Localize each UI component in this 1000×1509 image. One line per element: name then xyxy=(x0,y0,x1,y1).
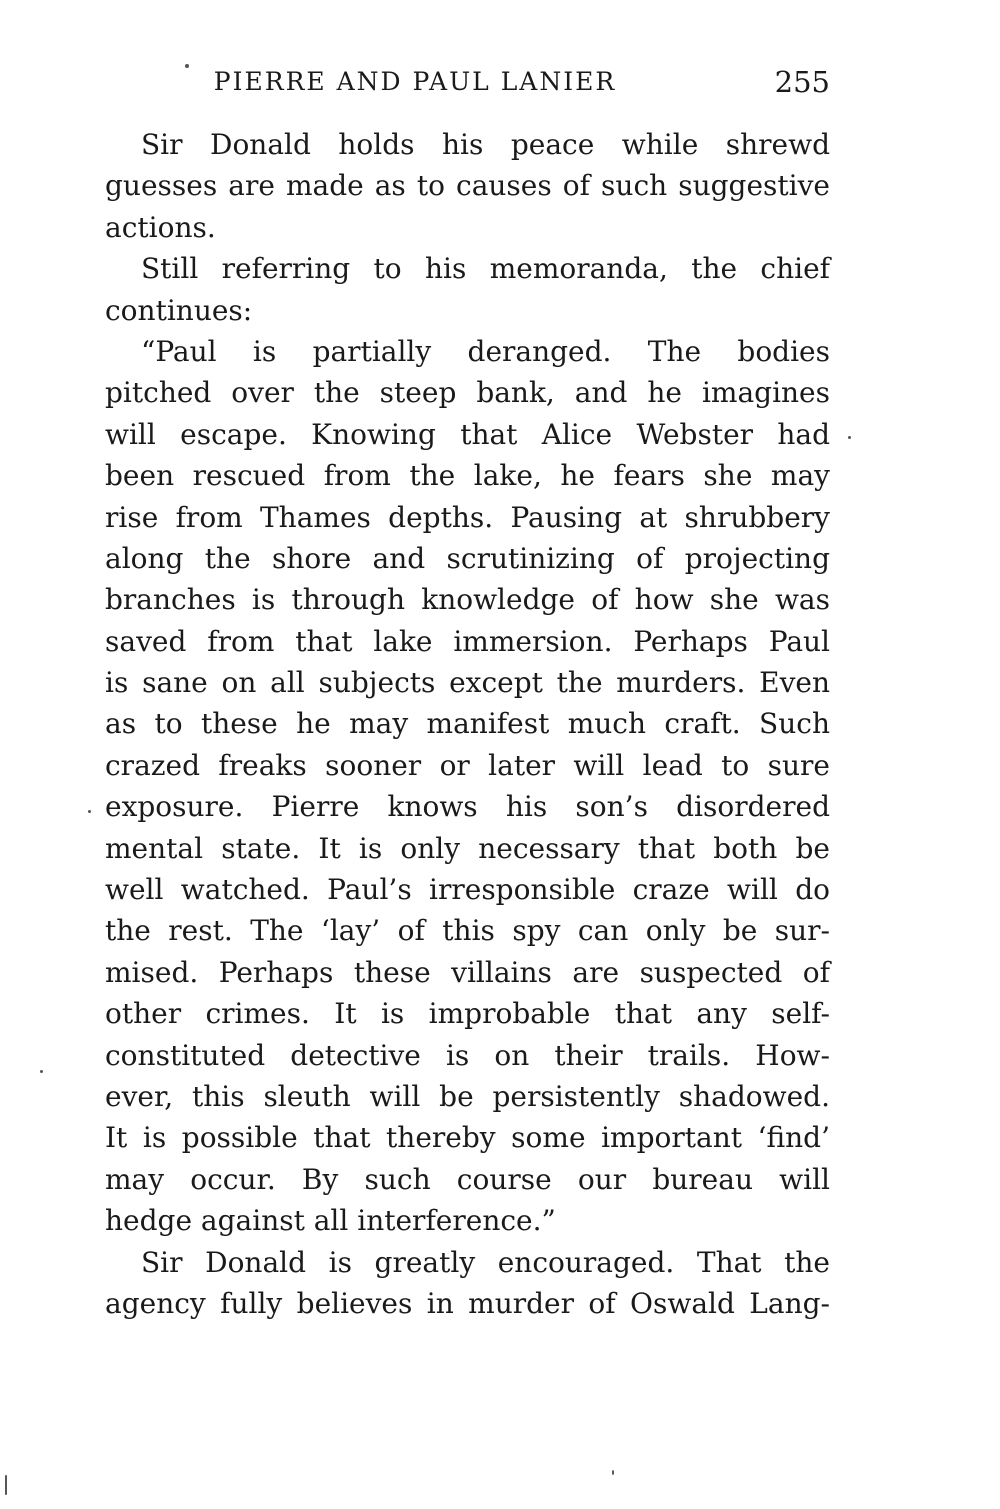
text-line: actions. xyxy=(105,210,216,244)
text-line: is sane on all subjects except the murders. Even xyxy=(105,666,830,700)
text-line: saved from that lake immersion. Perhaps Paul xyxy=(105,624,830,658)
text-line: mental state. It is only necessary that both be xyxy=(105,831,830,865)
page-number: 255 xyxy=(774,65,830,99)
text-line: Sir Donald is greatly encouraged. That the xyxy=(141,1245,830,1279)
text-line: It is possible that thereby some important ‘find’ xyxy=(105,1121,830,1155)
text-line: Sir Donald holds his peace while shrewd xyxy=(141,128,830,161)
ink-speck xyxy=(848,436,851,439)
text-line: hedge against all interference.” xyxy=(105,1204,556,1238)
paragraph-3 xyxy=(105,331,830,1242)
paragraph-4 xyxy=(105,1242,830,1325)
text-line: along the shore and scrutinizing of projecting xyxy=(105,541,830,575)
text-line: “Paul is partially deranged. The bodies xyxy=(141,334,830,368)
body-text xyxy=(105,124,830,1324)
text-line: the rest. The ‘lay’ of this spy can only be sur- xyxy=(105,914,830,948)
text-line: other crimes. It is improbable that any self- xyxy=(105,997,830,1031)
text-line: mised. Perhaps these villains are suspected of xyxy=(105,955,830,989)
text-line: continues: xyxy=(105,293,253,327)
text-line: Still referring to his memoranda, the chief xyxy=(141,252,830,286)
text-line: as to these he may manifest much craft. Such xyxy=(105,707,830,741)
text-line: rise from Thames depths. Pausing at shrubbery xyxy=(105,500,830,534)
text-line: exposure. Pierre knows his son’s disordered xyxy=(105,790,830,824)
text-line: may occur. By such course our bureau will xyxy=(105,1162,830,1196)
text-line: agency fully believes in murder of Oswald Lang- xyxy=(105,1286,830,1320)
paragraph-1 xyxy=(105,124,830,248)
ink-speck xyxy=(88,810,91,813)
text-line: been rescued from the lake, he fears she may xyxy=(105,459,830,493)
text-line: crazed freaks sooner or later will lead to sure xyxy=(105,748,830,782)
text-line: ever, this sleuth will be persistently shadowed. xyxy=(105,1079,830,1113)
text-line: well watched. Paul’s irresponsible craze will do xyxy=(105,873,830,907)
paragraph-2 xyxy=(105,248,830,331)
running-head xyxy=(105,62,830,102)
text-line: guesses are made as to causes of such suggestive xyxy=(105,169,830,203)
ink-speck xyxy=(5,1475,7,1495)
running-title: PIERRE AND PAUL LANIER xyxy=(213,67,617,96)
text-line: pitched over the steep bank, and he imagines xyxy=(105,376,830,410)
text-line: will escape. Knowing that Alice Webster had xyxy=(105,417,830,451)
ink-speck xyxy=(612,1470,614,1475)
ink-speck xyxy=(40,1070,43,1073)
text-line: branches is through knowledge of how she was xyxy=(105,583,830,617)
text-line: constituted detective is on their trails. How- xyxy=(105,1038,830,1072)
